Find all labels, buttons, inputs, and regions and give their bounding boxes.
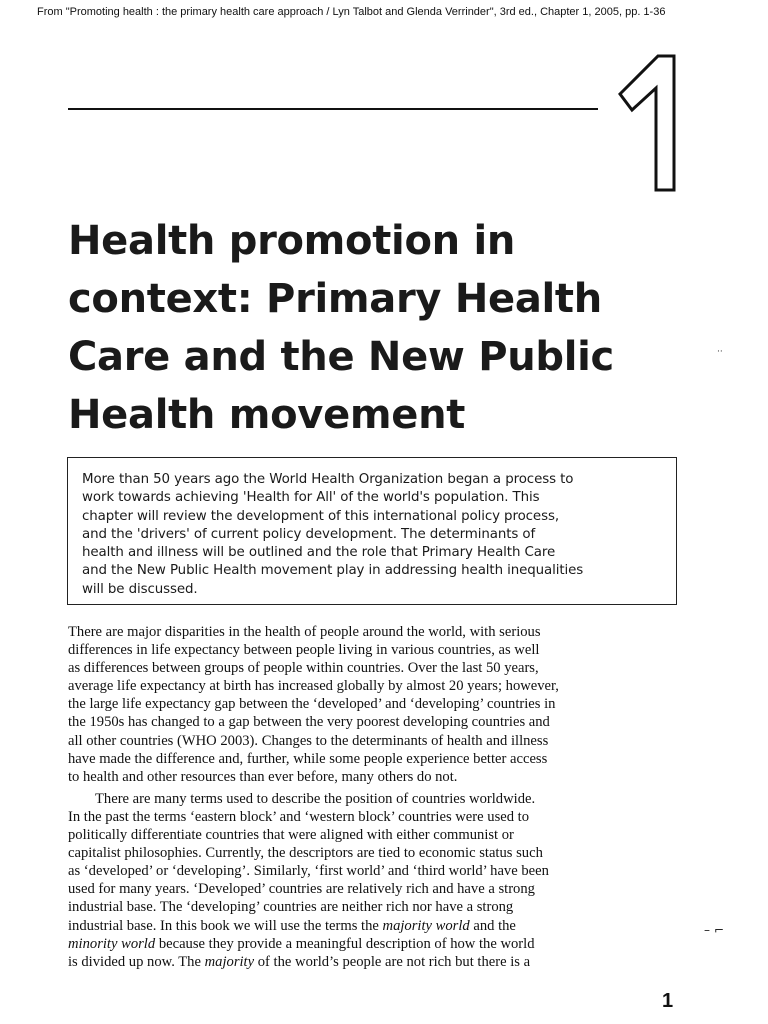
citation-header: From "Promoting health : the primary health care approach / Lyn Talbot and Glenda Verrinder", 3rd ed., Chapter 1, 2005, pp. 1-36	[37, 6, 666, 18]
abstract-box	[67, 457, 677, 605]
title-line: Health promotion in	[68, 218, 516, 264]
body-text-run: is divided up now. The	[68, 953, 201, 970]
chapter-title	[68, 212, 708, 444]
abstract-line: and the 'drivers' of current policy development. The determinants of	[82, 526, 536, 542]
body-line: There are many terms used to describe the position of countries worldwide.	[95, 790, 536, 807]
body-line: all other countries (WHO 2003). Changes to the determinants of health and illness	[68, 732, 549, 749]
abstract-line: chapter will review the development of this international policy process,	[82, 508, 559, 524]
body-line: to health and other resources than ever before, many others do not.	[68, 768, 458, 785]
body-line: There are major disparities in the health of people around the world, with serious	[68, 624, 541, 640]
paragraph-2	[68, 790, 678, 971]
body-line: differences in life expectancy between people living in various countries, as well	[68, 642, 540, 659]
body-text-run: industrial base. In this book we will use the terms the	[68, 917, 379, 934]
body-line: the 1950s has changed to a gap between the very poorest developing countries and	[68, 714, 550, 731]
body-line: In the past the terms ‘eastern block’ and ‘western block’ countries were used to	[68, 808, 530, 825]
body-text-run: of the world’s people are not rich but there is a	[257, 953, 531, 970]
title-line: Health movement	[68, 392, 466, 438]
abstract-line: and the New Public Health movement play in addressing health inequalities	[82, 563, 584, 579]
chapter-number-outline	[612, 52, 682, 194]
abstract-line: health and illness will be outlined and the role that Primary Health Care	[82, 545, 556, 561]
body-line: as differences between groups of people within countries. Over the last 50 years,	[68, 660, 539, 677]
body-line: industrial base. The ‘developing’ countries are neither rich nor have a strong	[68, 899, 514, 916]
body-text	[68, 623, 678, 971]
abstract-line: More than 50 years ago the World Health Organization began a process to	[82, 472, 574, 487]
body-line: have made the difference and, further, while some people experience better access	[68, 750, 548, 767]
body-line: average life expectancy at birth has increased globally by almost 20 years; however,	[68, 678, 559, 695]
body-line	[68, 935, 678, 953]
body-line: used for many years. ‘Developed’ countries are relatively rich and have a strong	[68, 881, 535, 898]
body-line: politically differentiate countries that were aligned with either communist or	[68, 827, 514, 844]
italic-term: majority	[204, 953, 255, 970]
body-line	[68, 917, 678, 935]
scan-speck: ··	[717, 347, 723, 357]
title-line: context: Primary Health	[68, 276, 602, 322]
paragraph-1	[68, 623, 678, 786]
body-text-run: and the	[473, 917, 516, 934]
title-line: Care and the New Public	[68, 334, 614, 380]
chapter-number	[612, 52, 682, 194]
margin-mark: – ⌐	[704, 923, 724, 937]
abstract-line: work towards achieving 'Health for All' of the world's population. This	[82, 490, 540, 506]
body-line: the large life expectancy gap between the ‘developed’ and ‘developing’ countries in	[68, 696, 556, 713]
body-line: as ‘developed’ or ‘developing’. Similarly, ‘first world’ and ‘third world’ have been	[68, 863, 549, 880]
italic-term: minority world	[68, 935, 156, 952]
page-number: 1	[662, 990, 674, 1012]
italic-term: majority world	[382, 917, 470, 934]
body-line	[68, 953, 678, 971]
body-line: capitalist philosophies. Currently, the descriptors are tied to economic status such	[68, 845, 543, 862]
body-text-run: because they provide a meaningful description of how the world	[158, 935, 535, 952]
abstract-line: will be discussed.	[82, 581, 198, 597]
chapter-rule	[68, 108, 598, 110]
